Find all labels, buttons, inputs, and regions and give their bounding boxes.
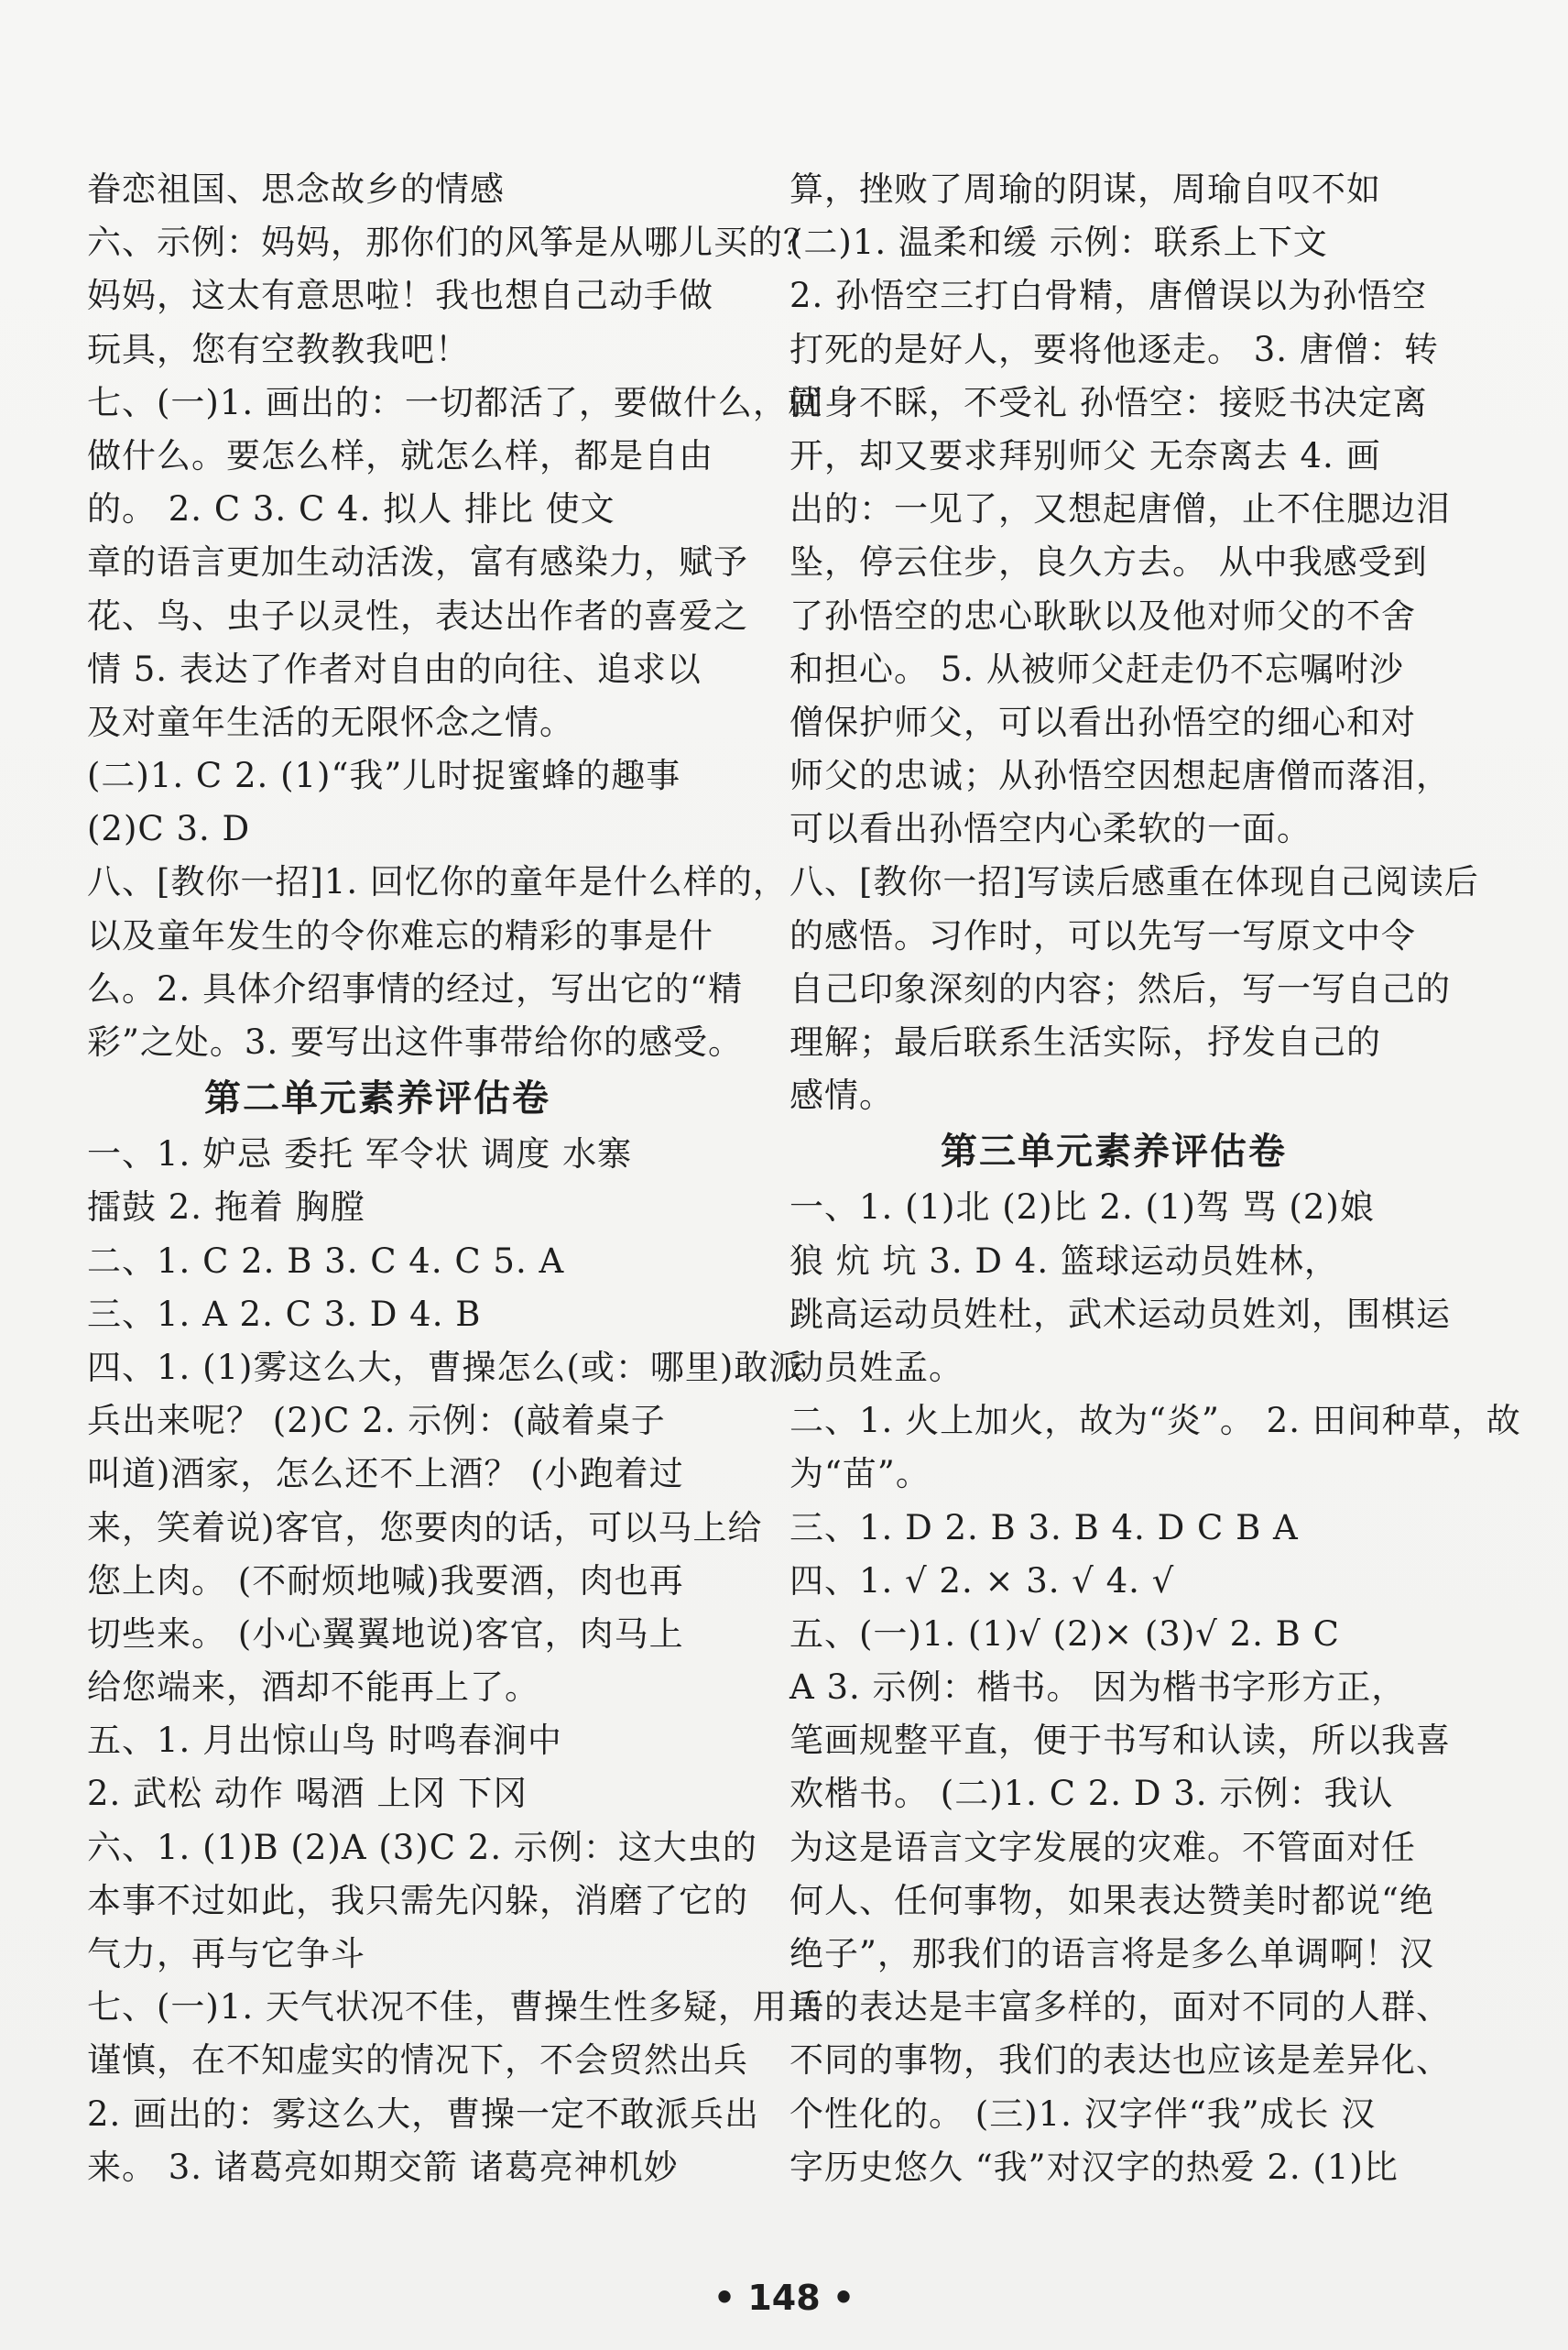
answer-line: 回身不睬，不受礼 孙悟空：接贬书决定离: [789, 382, 1428, 422]
answer-line: 眷恋祖国、思念故乡的情感: [87, 169, 505, 209]
answer-line: 花、鸟、虫子以灵性，表达出作者的喜爱之: [87, 596, 748, 636]
answer-line: 兵出来呢？ (2)C 2. 示例：(敲着桌子: [87, 1401, 666, 1441]
answer-line: 不同的事物，我们的表达也应该是差异化、: [789, 2040, 1451, 2081]
answer-line: 欢楷书。 (二)1. C 2. D 3. 示例：我认: [789, 1774, 1394, 1814]
answer-line: 三、1. A 2. C 3. D 4. B: [87, 1294, 482, 1334]
answer-line: 您上肉。 (不耐烦地喊)我要酒，肉也再: [87, 1560, 684, 1601]
answer-line: 谨慎，在不知虚实的情况下，不会贸然出兵: [87, 2040, 748, 2081]
answer-line: 语的表达是丰富多样的，面对不同的人群、: [789, 1987, 1451, 2028]
answer-line: 本事不过如此，我只需先闪躲，消磨了它的: [87, 1880, 748, 1920]
answer-line: 给您端来，酒却不能再上了。: [87, 1667, 539, 1708]
section-heading: 第三单元素养评估卷: [941, 1131, 1287, 1174]
answer-line: 可以看出孙悟空内心柔软的一面。: [789, 809, 1312, 849]
answer-line: 理解；最后联系生活实际，抒发自己的: [789, 1022, 1381, 1062]
answer-line: 以及童年发生的令你难忘的精彩的事是什: [87, 915, 713, 956]
answer-line: 八、[教你一招]1. 回忆你的童年是什么样的，: [87, 862, 788, 902]
answer-line: 绝子”，那我们的语言将是多么单调啊！汉: [789, 1934, 1434, 1973]
answer-line: 的。 2. C 3. C 4. 拟人 排比 使文: [87, 489, 615, 530]
answer-line: 出的：一见了，又想起唐僧，止不住腮边泪: [789, 489, 1451, 530]
answer-line: 做什么。要怎么样，就怎么样，都是自由: [87, 435, 713, 475]
answer-line: 打死的是好人，要将他逐走。 3. 唐僧：转: [789, 329, 1439, 369]
answer-line: 为“苗”。: [789, 1454, 931, 1494]
answer-line: 六、1. (1)B (2)A (3)C 2. 示例：这大虫的: [87, 1827, 757, 1867]
answer-line: 六、示例：妈妈，那你们的风筝是从哪儿买的？: [87, 223, 818, 263]
answer-line: 七、(一)1. 天气状况不佳，曹操生性多疑，用兵: [87, 1987, 822, 2028]
answer-line: 感情。: [789, 1076, 894, 1116]
answer-line: 字历史悠久 “我”对汉字的热爱 2. (1)比: [789, 2147, 1399, 2187]
answer-line: 一、1. 妒忌 委托 军令状 调度 水寨: [87, 1134, 633, 1175]
answer-line: 五、(一)1. (1)√ (2)× (3)√ 2. B C: [789, 1613, 1340, 1654]
answer-line: 切些来。 (小心翼翼地说)客官，肉马上: [87, 1613, 684, 1654]
answer-line: 的感悟。习作时，可以先写一写原文中令: [789, 915, 1416, 956]
answer-line: (二)1. C 2. (1)“我”儿时捉蜜蜂的趣事: [87, 756, 681, 796]
answer-line: 四、1. √ 2. × 3. √ 4. √: [789, 1560, 1175, 1601]
answer-line: 五、1. 月出惊山鸟 时鸣春涧中: [87, 1721, 562, 1761]
answer-line: 情 5. 表达了作者对自由的向往、追求以: [87, 649, 702, 689]
answer-line: 个性化的。 (三)1. 汉字伴“我”成长 汉: [789, 2093, 1377, 2134]
answer-line: 二、1. 火上加火，故为“炎”。 2. 田间种草，故: [789, 1401, 1521, 1441]
answer-line: 擂鼓 2. 拖着 胸膛: [87, 1187, 365, 1228]
answer-line: 师父的忠诚；从孙悟空因想起唐僧而落泪，: [789, 756, 1451, 796]
left-column: [87, 163, 822, 2194]
answer-line: 坠，停云住步，良久方去。 从中我感受到: [789, 542, 1428, 583]
answer-line: 七、(一)1. 画出的：一切都活了，要做什么，就: [87, 382, 822, 422]
answer-line: (2)C 3. D: [87, 809, 251, 849]
answer-line: 气力，再与它争斗: [87, 1934, 365, 1973]
answer-line: 玩具，您有空教教我吧！: [87, 329, 470, 369]
answer-line: 和担心。 5. 从被师父赶走仍不忘嘱咐沙: [789, 649, 1404, 689]
answer-line: 么。2. 具体介绍事情的经过，写出它的“精: [87, 968, 743, 1009]
answer-line: 三、1. D 2. B 3. B 4. D C B A: [789, 1507, 1299, 1547]
answer-line: 叫道)酒家，怎么还不上酒？ (小跑着过: [87, 1454, 684, 1494]
page-number: • 148 •: [713, 2278, 855, 2318]
answer-line: 狼 炕 坑 3. D 4. 篮球运动员姓林，: [789, 1241, 1339, 1281]
answer-line: 四、1. (1)雾这么大，曹操怎么(或：哪里)敢派: [87, 1347, 804, 1387]
answer-line: 来。 3. 诸葛亮如期交箭 诸葛亮神机妙: [87, 2147, 679, 2187]
answer-line: 跳高运动员姓杜，武术运动员姓刘，围棋运: [789, 1294, 1451, 1334]
answer-line: (二)1. 温柔和缓 示例：联系上下文: [789, 223, 1328, 263]
answer-line: 僧保护师父，可以看出孙悟空的细心和对: [789, 702, 1416, 742]
answer-line: A 3. 示例：楷书。 因为楷书字形方正，: [789, 1667, 1407, 1708]
answer-line: 彩”之处。3. 要写出这件事带给你的感受。: [87, 1022, 743, 1062]
answer-line: 了孙悟空的忠心耿耿以及他对师父的不舍: [789, 596, 1416, 636]
answer-line: 八、[教你一招]写读后感重在体现自己阅读后: [789, 862, 1479, 902]
answer-line: 笔画规整平直，便于书写和认读，所以我喜: [789, 1721, 1451, 1761]
answer-line: 一、1. (1)北 (2)比 2. (1)驾 骂 (2)娘: [789, 1187, 1375, 1228]
answer-line: 自己印象深刻的内容；然后，写一写自己的: [789, 968, 1451, 1009]
answer-line: 二、1. C 2. B 3. C 4. C 5. A: [87, 1241, 565, 1281]
answer-line: 2. 孙悟空三打白骨精，唐僧误以为孙悟空: [789, 276, 1428, 316]
answer-line: 2. 武松 动作 喝酒 上冈 下冈: [87, 1774, 528, 1814]
answer-line: 何人、任何事物，如果表达赞美时都说“绝: [789, 1880, 1434, 1920]
answer-line: 2. 画出的：雾这么大，曹操一定不敢派兵出: [87, 2093, 760, 2134]
answer-line: 来，笑着说)客官，您要肉的话，可以马上给: [87, 1507, 763, 1547]
answer-line: 妈妈，这太有意思啦！我也想自己动手做: [87, 276, 713, 316]
section-heading: 第二单元素养评估卷: [204, 1077, 550, 1120]
answer-line: 及对童年生活的无限怀念之情。: [87, 702, 574, 742]
right-column: [789, 163, 1521, 2194]
answer-line: 开，却又要求拜别师父 无奈离去 4. 画: [789, 435, 1381, 475]
answer-line: 为这是语言文字发展的灾难。不管面对任: [789, 1827, 1416, 1867]
answer-line: 算，挫败了周瑜的阴谋，周瑜自叹不如: [789, 169, 1381, 209]
answer-line: 动员姓孟。: [789, 1347, 964, 1387]
answer-line: 章的语言更加生动活泼，富有感染力，赋予: [87, 542, 748, 583]
